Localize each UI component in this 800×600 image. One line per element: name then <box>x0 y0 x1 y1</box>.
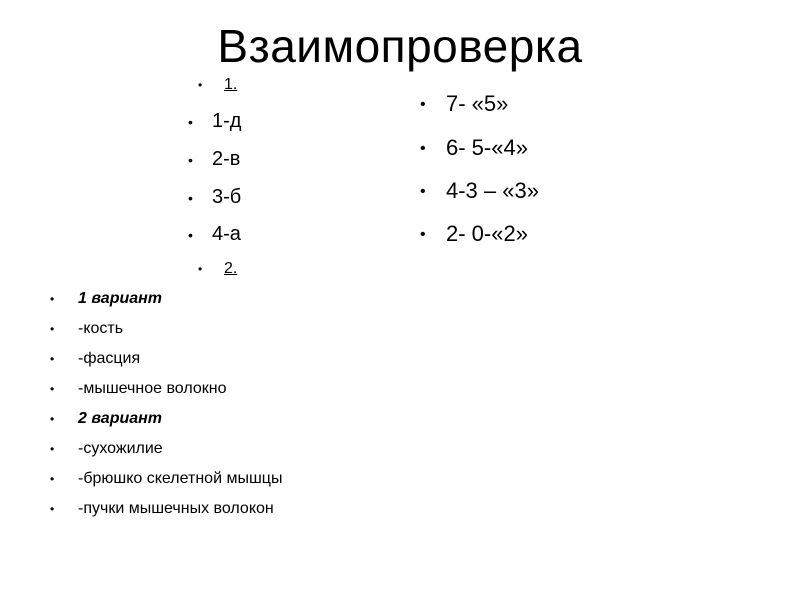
bullet: • <box>420 140 426 157</box>
bullet: • <box>420 96 426 113</box>
part1-item: 4-а <box>212 223 241 245</box>
part2-item: -сухожилие <box>78 440 163 457</box>
grading-item: 6- 5-«4» <box>446 135 528 160</box>
part2-item: -пучки мышечных волокон <box>78 500 274 517</box>
bullet: • <box>198 262 203 276</box>
part1-heading: 1. <box>224 76 238 93</box>
bullet: • <box>50 382 55 396</box>
variant1-heading: 1 вариант <box>78 290 163 307</box>
grading-item: 4-3 – «3» <box>446 178 539 203</box>
slide-title: Взаимопроверка <box>217 20 583 72</box>
part2-item: -кость <box>78 320 124 337</box>
bullet: • <box>420 183 426 200</box>
bullet: • <box>50 472 55 486</box>
variant2-heading: 2 вариант <box>78 410 163 427</box>
part2-item: -брюшко скелетной мышцы <box>78 470 283 487</box>
bullet: • <box>50 292 55 306</box>
bullet: • <box>50 352 55 366</box>
bullet: • <box>198 78 203 92</box>
part1-item: 3-б <box>212 186 242 208</box>
bullet: • <box>188 152 193 168</box>
part2-item: -мышечное волокно <box>78 380 227 397</box>
bullet: • <box>50 322 55 336</box>
part2-heading: 2. <box>224 260 238 277</box>
bullet: • <box>188 114 193 130</box>
part2-item: -фасция <box>78 350 141 367</box>
bullet: • <box>188 227 193 243</box>
bullet: • <box>50 442 55 456</box>
part1-item: 1-д <box>212 110 242 132</box>
bullet: • <box>50 412 55 426</box>
grading-item: 7- «5» <box>446 91 509 116</box>
part1-item: 2-в <box>212 148 241 170</box>
bullet: • <box>188 190 193 206</box>
bullet: • <box>50 502 55 516</box>
grading-item: 2- 0-«2» <box>446 221 528 246</box>
bullet: • <box>420 226 426 243</box>
